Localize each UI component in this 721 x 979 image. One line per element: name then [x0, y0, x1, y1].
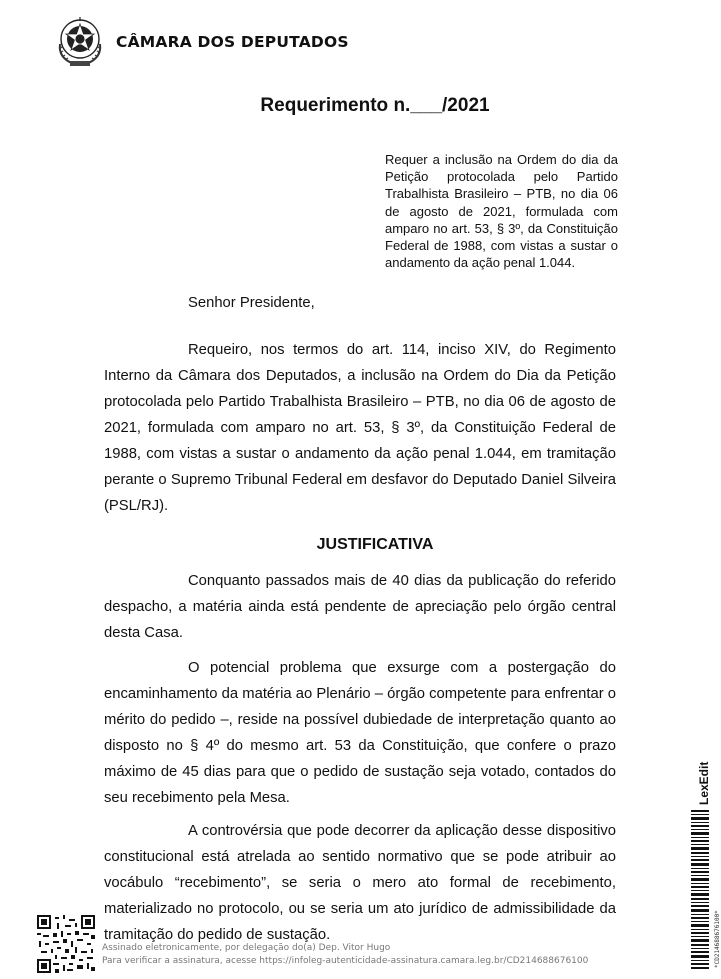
- justification-paragraph-text: Conquanto passados mais de 40 dias da publicação do referido despacho, a matéria ainda está pendente de apreciação pelo órgão central desta Casa.: [104, 573, 616, 641]
- justification-paragraph-text: A controvérsia que pode decorrer da aplicação desse dispositivo constitucional está atrelada ao sentido normativo que se pode atribuir ao vocábulo “recebimento”, se seria o mero ato formal de recebimento, materializado no protocolo, ou se seria um ato jurídico de admissibilidade da tramitação do pedido de sustação.: [104, 823, 616, 943]
- justification-title: JUSTIFICATIVA: [316, 536, 434, 553]
- salutation: [104, 290, 616, 316]
- signature-footer: [102, 942, 588, 968]
- qr-code: [37, 915, 95, 973]
- request-paragraph-text: Requeiro, nos termos do art. 114, inciso XIV, do Regimento Interno da Câmara dos Deputados, a inclusão na Ordem do Dia da Petição protocolada pelo Partido Trabalhista Brasileiro – PTB, no dia 06 de agosto de 2021, formulada com amparo no art. 53, § 3º, da Constituição Federal de 1988, com vistas a sustar o andamento da ação penal 1.044, em tramitação perante o Supremo Tribunal Federal em desfavor do Deputado Daniel Silveira (PSL/RJ).: [104, 342, 616, 514]
- barcode-number: *CD214688676100*: [714, 910, 721, 968]
- justification-paragraph-3: [104, 818, 616, 948]
- organization-name: CÂMARA DOS DEPUTADOS: [116, 33, 349, 51]
- coat-of-arms-seal: [54, 14, 106, 70]
- signature-line: Assinado eletronicamente, por delegação do(a) Dep. Vitor Hugo: [102, 943, 391, 953]
- ementa-summary: Requer a inclusão na Ordem do dia da Petição protocolada pelo Partido Trabalhista Brasileiro – PTB, no dia 06 de agosto de 2021, formulada com amparo no art. 53, § 3º, da Constituição Federal de 1988, com vistas a sustar o andamento da ação penal 1.044.: [385, 152, 618, 271]
- page-header: [54, 14, 349, 70]
- justification-paragraph-1: [104, 568, 616, 646]
- lexedit-label: LexEdit: [697, 761, 711, 805]
- justification-paragraph-text: O potencial problema que exsurge com a postergação do encaminhamento da matéria ao Plenário – órgão competente para enfrentar o mérito do pedido –, reside na possível dubiedade de interpretação quanto ao disposto no § 4º do mesmo art. 53 da Constituição, que confere o prazo máximo de 45 dias para que o pedido de sustação seja votado, contados do seu recebimento pela Mesa.: [104, 660, 616, 806]
- justification-paragraph-2: [104, 655, 616, 811]
- salutation-text: Senhor Presidente,: [188, 295, 315, 311]
- barcode: [691, 810, 715, 970]
- verification-link-text: Para verificar a assinatura, acesse https://infoleg-autenticidade-assinatura.camara.leg.br/CD214688676100: [102, 956, 589, 966]
- document-title: Requerimento n.___/2021: [260, 95, 490, 116]
- request-paragraph: [104, 337, 616, 519]
